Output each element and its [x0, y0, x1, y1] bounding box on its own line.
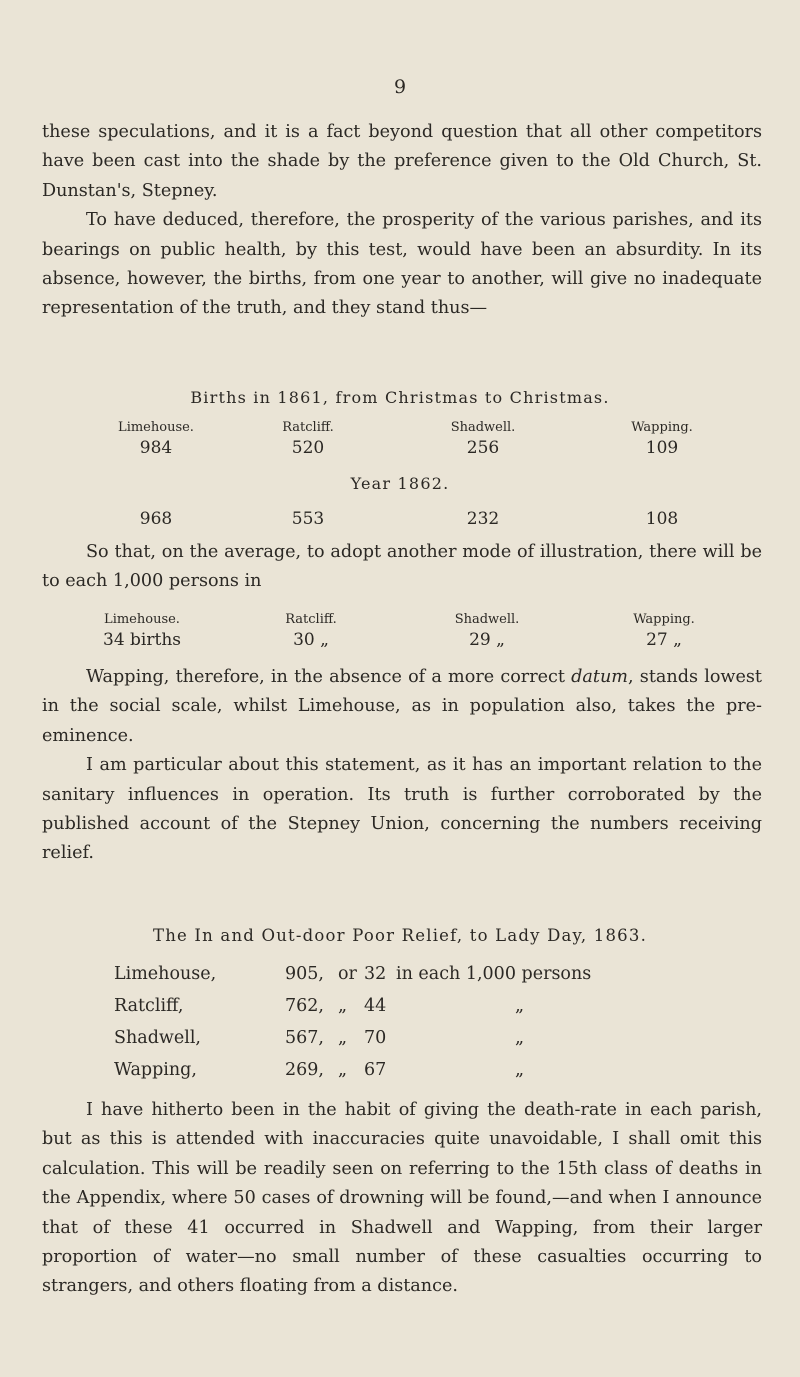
middle-text [42, 663, 762, 869]
births-1861-ratcliff: 520 [291, 438, 325, 458]
paragraph-6: I have hitherto been in the habit of giving the death-rate in each parish, but as this is attended with inaccuracies quite unavoidable, I shall omit this calculation. This will be readily seen on referring to the 15th class of deaths in the Appendix, where 50 cases of drowning will be found,—and when I announce that of these 41 occurred in Shadwell and Wapping, from their larger proportion of water—no small number of these casualties occurring to strangers, and others floating from a distance. [42, 1100, 762, 1297]
births-1861-wapping: 109 [645, 438, 679, 458]
relief-or: or [338, 964, 357, 984]
paragraph-1: these speculations, and it is a fact beyond question that all other competitors have been cast into the shade by the preference given to the Old Church, St. Dunstan's, Stepney. [42, 122, 762, 201]
relief-parish: Limehouse, [114, 964, 217, 984]
pt-value-shadwell: 29 „ [469, 630, 505, 650]
paragraph-3: So that, on the average, to adopt another mode of illustration, there will be to each 1,000 persons in [42, 542, 762, 592]
relief-count: 905, [285, 964, 324, 984]
closing-text [42, 1096, 762, 1302]
opening-text [42, 118, 762, 324]
births-1861-shadwell: 256 [466, 438, 500, 458]
relief-count: 567, [285, 1028, 324, 1048]
relief-count: 269, [285, 1060, 324, 1080]
relief-tail: in each 1,000 persons [396, 964, 592, 984]
births-label-ratcliff: Ratcliff. [282, 420, 334, 435]
relief-rate: 70 [364, 1028, 387, 1048]
births-1862-limehouse: 968 [139, 509, 173, 529]
relief-tail: „ [515, 1060, 525, 1080]
pt-value-wapping: 27 „ [646, 630, 682, 650]
paragraph-5: I am particular about this statement, as it has an important relation to the sanitary influences in operation. Its truth is further corroborated by the published account of the Stepney Union, concerning the numbers receiving relief. [42, 755, 762, 864]
relief-tail: „ [515, 1028, 525, 1048]
pt-value-limehouse: 34 births [103, 630, 181, 650]
births-label-wapping: Wapping. [631, 420, 693, 435]
relief-rate: 44 [364, 996, 387, 1016]
births-1862-ratcliff: 553 [291, 509, 325, 529]
pt-label-wapping: Wapping. [633, 612, 695, 627]
paragraph-4-start: Wapping, therefore, in the absence of a more correct [86, 667, 572, 687]
relief-heading: The In and Out-door Poor Relief, to Lady Day, 1863. [152, 926, 648, 945]
relief-rate: 67 [364, 1060, 387, 1080]
pt-label-ratcliff: Ratcliff. [285, 612, 337, 627]
year-1862-heading: Year 1862. [350, 474, 450, 493]
pt-value-ratcliff: 30 „ [293, 630, 329, 650]
births-1862-wapping: 108 [645, 509, 679, 529]
births-heading: Births in 1861, from Christmas to Christmas. [190, 388, 610, 407]
relief-or: „ [338, 996, 348, 1016]
page-number: 9 [393, 76, 407, 98]
relief-table [0, 964, 800, 1094]
relief-or: „ [338, 1060, 348, 1080]
births-label-limehouse: Limehouse. [118, 420, 194, 435]
relief-parish: Shadwell, [114, 1028, 201, 1048]
relief-parish: Ratcliff, [114, 996, 184, 1016]
paragraph-4-end: , stands lowest in the social scale, whilst Limehouse, as in population also, takes the pre-eminence. [42, 667, 762, 746]
births-label-shadwell: Shadwell. [450, 420, 516, 435]
relief-parish: Wapping, [114, 1060, 197, 1080]
average-text [42, 538, 762, 597]
relief-or: „ [338, 1028, 348, 1048]
relief-rate: 32 [364, 964, 387, 984]
pt-label-limehouse: Limehouse. [104, 612, 180, 627]
births-1861-limehouse: 984 [139, 438, 173, 458]
paragraph-4 [42, 663, 762, 751]
relief-tail: „ [515, 996, 525, 1016]
paragraph-2: To have deduced, therefore, the prosperity of the various parishes, and its bearings on public health, by this test, would have been an absurdity. In its absence, however, the births, from one year to another, will give no inadequate representation of the truth, and they stand thus— [42, 210, 762, 319]
pt-label-shadwell: Shadwell. [454, 612, 520, 627]
births-1862-shadwell: 232 [466, 509, 500, 529]
paragraph-4-datum: datum [571, 667, 628, 687]
relief-count: 762, [285, 996, 324, 1016]
